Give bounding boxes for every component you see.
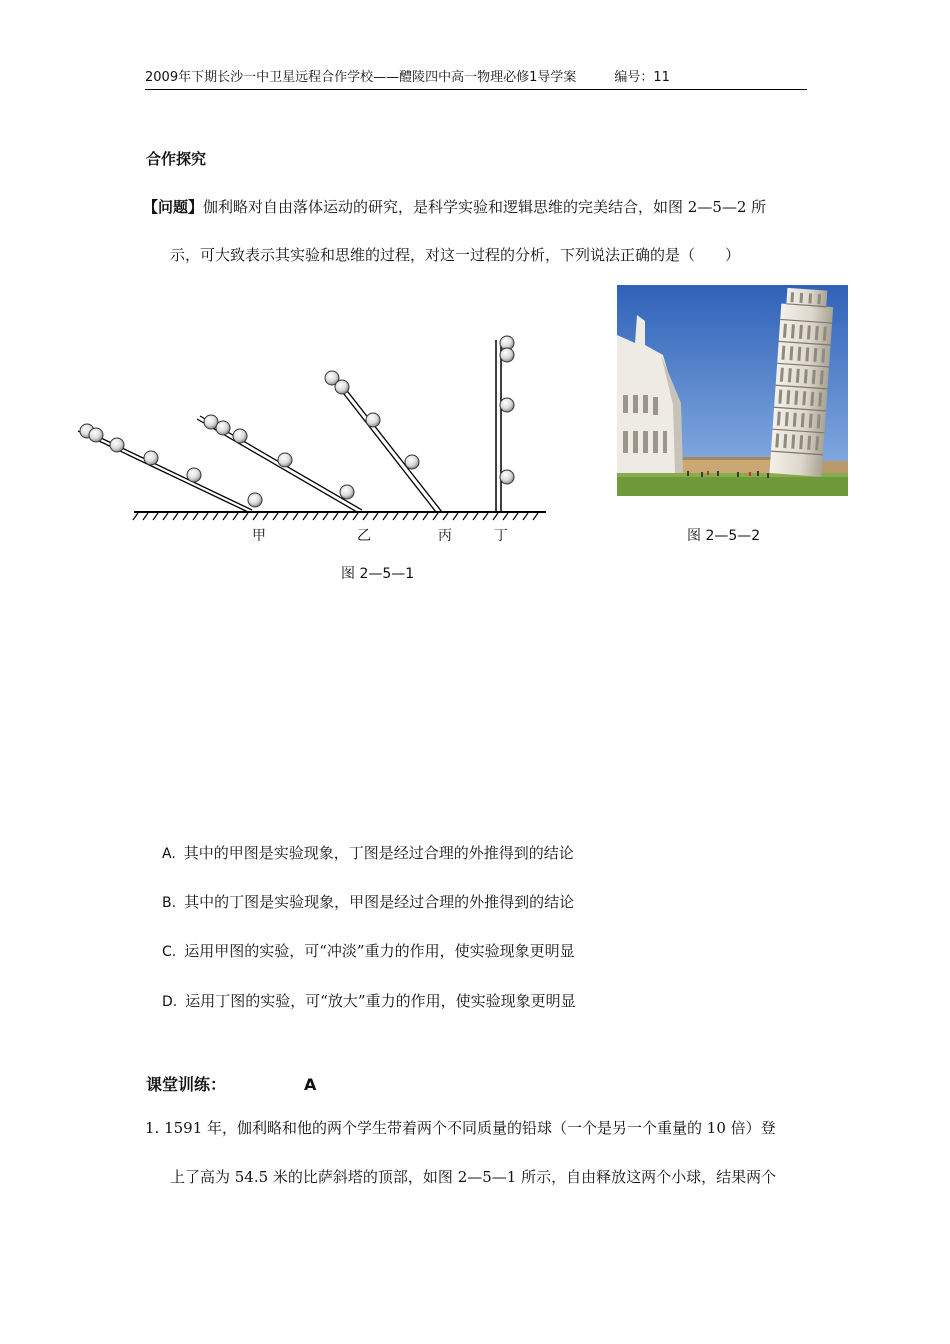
ball [187,468,201,482]
ball [366,413,380,427]
figure-inclined-planes [70,330,560,530]
incline-jia [78,428,252,512]
problem-1-line-2: 上了高为 54.5 米的比萨斜塔的顶部，如图 2—5—1 所示，自由释放这两个小球，结果两个 [170,1168,777,1186]
option-b-text: 其中的丁图是实验现象，甲图是经过合理的外推得到的结论 [184,893,575,911]
option-b-letter: B. [162,895,177,911]
option-a-letter: A. [162,846,176,862]
figure2-caption: 图 2—5—2 [687,528,761,544]
option-a-text: 其中的甲图是实验现象，丁图是经过合理的外推得到的结论 [183,844,574,862]
option-c-letter: C. [162,944,177,960]
ball [248,493,262,507]
option-d-text: 运用丁图的实验，可“放大”重力的作用，使实验现象更明显 [185,992,576,1010]
section-title: 合作探究 [146,150,207,168]
page-header [145,66,807,90]
label-jia: 甲 [252,528,266,544]
option-b [162,891,574,912]
question-line-2: 示，可大致表示其实验和思维的过程，对这一过程的分析，下列说法正确的是（ ） [170,246,741,264]
ground-line [133,512,546,520]
incline-ding [496,340,501,512]
question-text-1: 伽利略对自由落体运动的研究，是科学实验和逻辑思维的完美结合，如图 2—5—2 所 [203,198,767,216]
ball [233,429,247,443]
option-c [162,940,575,961]
label-yi: 乙 [357,528,371,544]
ball [500,398,514,412]
training-title: 课堂训练： [146,1075,227,1094]
question-tag: 【问题】 [143,198,204,216]
ball [110,438,124,452]
ball [278,453,292,467]
leaning-tower-photo [617,285,848,496]
figure1-caption: 图 2—5—1 [341,566,415,582]
problem-1-line-1: 1. 1591 年，伽利略和他的两个学生带着两个不同质量的铅球（一个是另一个重量的 10 倍）登 [145,1119,776,1137]
label-ding: 丁 [494,528,508,544]
label-bing: 丙 [438,528,452,544]
option-d [162,990,576,1011]
ball [340,485,354,499]
ball [500,470,514,484]
training-level: A [304,1075,317,1094]
training-heading [146,1072,316,1095]
option-c-text: 运用甲图的实验，可“冲淡”重力的作用，使实验现象更明显 [184,942,575,960]
ball [144,451,158,465]
ball [405,455,419,469]
question-line-1 [143,197,766,217]
ball [216,421,230,435]
header-title: 2009年下期长沙一中卫星远程合作学校——醴陵四中高一物理必修1导学案 [145,70,577,85]
ball [335,380,349,394]
ball [500,348,514,362]
header-number: 编号：11 [614,70,670,85]
option-d-letter: D. [162,994,178,1010]
ball [89,428,103,442]
option-a [162,842,574,863]
